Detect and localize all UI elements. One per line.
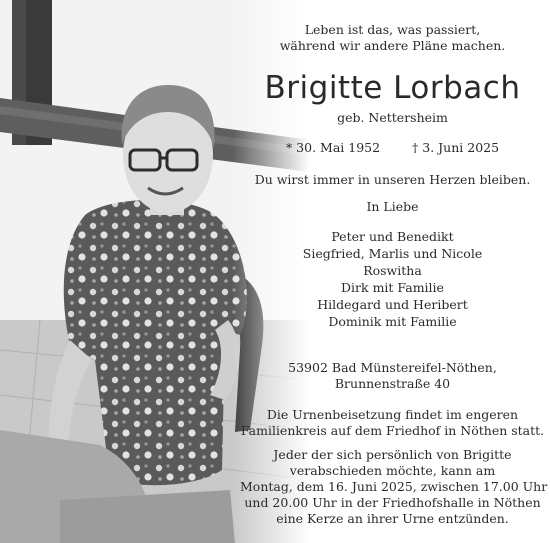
farewell-line-1: Jeder der sich persönlich von Brigitte xyxy=(273,447,512,462)
farewell-line-5: eine Kerze an ihrer Urne entzünden. xyxy=(276,511,509,526)
mourner-4: Dirk mit Familie xyxy=(341,280,444,295)
birth-date: * 30. Mai 1952 xyxy=(285,140,381,155)
farewell-line-4: und 20.00 Uhr in der Friedhofshalle in Nöthen xyxy=(244,495,541,510)
address-line-1: 53902 Bad Münstereifel-Nöthen, xyxy=(288,360,497,375)
notice-text xyxy=(240,0,548,543)
life-dates xyxy=(240,140,545,156)
mourner-5: Hildegard und Heribert xyxy=(317,297,468,312)
death-date: † 3. Juni 2025 xyxy=(412,140,500,155)
burial-line-1: Die Urnenbeisetzung findet im engeren xyxy=(266,407,519,422)
remembrance-text: Du wirst immer in unseren Herzen bleiben. xyxy=(254,172,531,187)
address-line-2: Brunnenstraße 40 xyxy=(334,376,451,391)
mourner-3: Roswitha xyxy=(363,263,422,278)
mourner-2: Siegfried, Marlis und Nicole xyxy=(302,246,483,261)
mourner-6: Dominik mit Familie xyxy=(328,314,457,329)
mourner-1: Peter und Benedikt xyxy=(331,229,454,244)
farewell-line-2: verabschieden möchte, kann am xyxy=(289,463,496,478)
motto-line-1: Leben ist das, was passiert, xyxy=(304,22,481,37)
deceased-name: Brigitte Lorbach xyxy=(264,70,521,106)
birth-name: geb. Nettersheim xyxy=(337,110,448,125)
in-love-text: In Liebe xyxy=(366,199,419,214)
motto-line-2: während wir andere Pläne machen. xyxy=(279,38,506,53)
burial-line-2: Familienkreis auf dem Friedhof in Nöthen statt. xyxy=(240,423,545,438)
farewell-line-3: Montag, dem 16. Juni 2025, zwischen 17.00 Uhr xyxy=(240,479,548,494)
